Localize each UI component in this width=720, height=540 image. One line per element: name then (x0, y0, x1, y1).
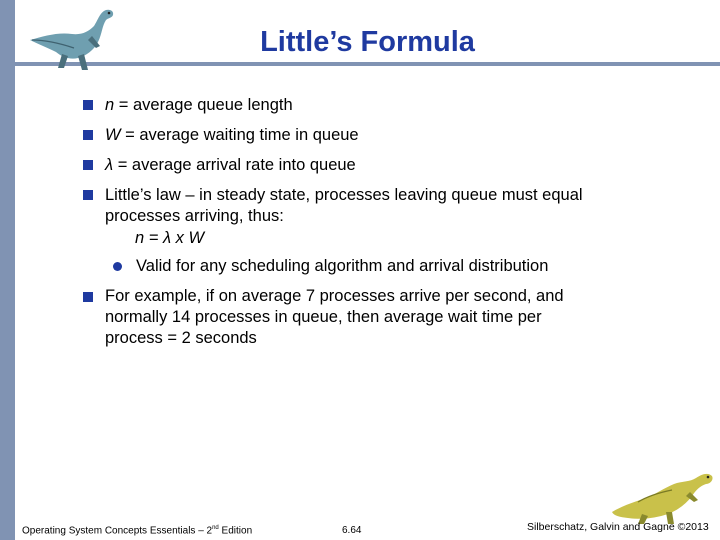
bullet-marker (83, 130, 93, 140)
bullet-marker (83, 190, 93, 200)
bullet-lambda-text: = average arrival rate into queue (113, 156, 356, 174)
bullet-n-text: = average queue length (114, 96, 293, 114)
footer-book-sup: nd (212, 525, 219, 531)
bullet-law-line2: processes arriving, thus: (105, 207, 284, 225)
var-n: n (105, 96, 115, 114)
var-w: W (105, 126, 121, 144)
sub-bullet-text: Valid for any scheduling algorithm and arrival distribution (136, 257, 549, 275)
example-line2: normally 14 processes in queue, then average wait time per (105, 308, 542, 326)
footer-copyright: Silberschatz, Galvin and Gagne ©2013 (527, 521, 709, 533)
sub-bullet-marker (113, 262, 122, 271)
bullet-n (105, 95, 293, 116)
example-line1: For example, if on average 7 processes arrive per second, and (105, 287, 564, 305)
footer-book-prefix: Operating System Concepts Essentials – 2 (22, 525, 213, 537)
slide-title: Little’s Formula (260, 26, 475, 58)
bullet-w (105, 125, 359, 146)
bullet-marker (83, 100, 93, 110)
footer-book-title (22, 525, 252, 536)
page-number: 6.64 (342, 525, 362, 536)
example-line3: process = 2 seconds (105, 329, 257, 347)
var-lambda: λ (105, 156, 114, 174)
bullet-law-line1: Little’s law – in steady state, processes leaving queue must equal (105, 186, 583, 204)
bullet-marker (83, 292, 93, 302)
bullet-marker (83, 160, 93, 170)
dinosaur-bottom-icon (608, 462, 716, 524)
bullet-w-text: = average waiting time in queue (120, 126, 359, 144)
bullet-lambda (105, 155, 356, 176)
footer-book-suffix: Edition (218, 525, 253, 537)
formula: n = λ x W (135, 229, 205, 247)
